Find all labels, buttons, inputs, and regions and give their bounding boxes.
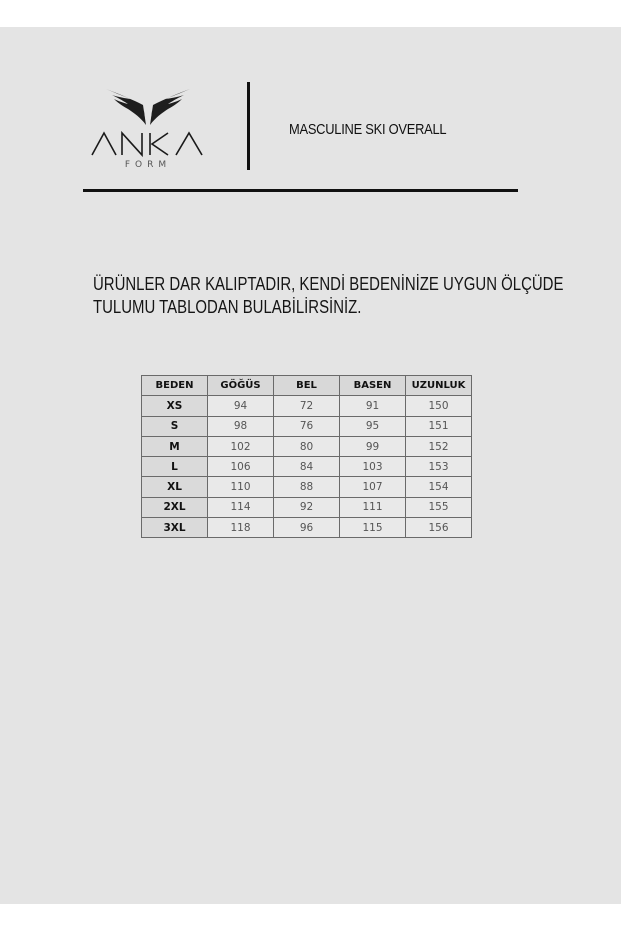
header-basen: BASEN — [340, 376, 406, 396]
length-value: 152 — [406, 436, 472, 456]
table-row — [142, 497, 472, 517]
waist-value: 72 — [274, 396, 340, 416]
fit-notice-line-1: ÜRÜNLER DAR KALIPTADIR, KENDİ BEDENİNİZE UYGUN ÖLÇÜDE — [93, 274, 564, 294]
hip-value: 95 — [340, 416, 406, 436]
waist-value: 84 — [274, 457, 340, 477]
length-value: 154 — [406, 477, 472, 497]
hip-value: 91 — [340, 396, 406, 416]
size-label: 3XL — [142, 518, 208, 538]
chest-value: 98 — [208, 416, 274, 436]
chest-value: 94 — [208, 396, 274, 416]
size-table — [141, 375, 472, 538]
header-bel: BEL — [274, 376, 340, 396]
size-label: XS — [142, 396, 208, 416]
header-beden: BEDEN — [142, 376, 208, 396]
table-row — [142, 396, 472, 416]
hip-value: 103 — [340, 457, 406, 477]
chest-value: 114 — [208, 497, 274, 517]
length-value: 155 — [406, 497, 472, 517]
chest-value: 110 — [208, 477, 274, 497]
hip-value: 115 — [340, 518, 406, 538]
length-value: 150 — [406, 396, 472, 416]
table-row — [142, 457, 472, 477]
brand-wordmark — [88, 129, 208, 159]
size-label: XL — [142, 477, 208, 497]
table-row — [142, 416, 472, 436]
fit-notice — [93, 273, 564, 319]
table-row — [142, 436, 472, 456]
waist-value: 76 — [274, 416, 340, 436]
header-gogus: GÖĞÜS — [208, 376, 274, 396]
brand-logo — [88, 85, 208, 175]
header-divider — [247, 82, 250, 170]
chest-value: 118 — [208, 518, 274, 538]
hip-value: 107 — [340, 477, 406, 497]
hip-value: 111 — [340, 497, 406, 517]
size-label: 2XL — [142, 497, 208, 517]
size-chart-sheet — [0, 27, 621, 904]
brand-subtitle: FORM — [124, 160, 172, 170]
header-uzunluk: UZUNLUK — [406, 376, 472, 396]
size-label: L — [142, 457, 208, 477]
table-row — [142, 477, 472, 497]
length-value: 156 — [406, 518, 472, 538]
wings-icon — [88, 85, 208, 129]
chest-value: 102 — [208, 436, 274, 456]
header-rule — [83, 189, 518, 192]
size-label: S — [142, 416, 208, 436]
hip-value: 99 — [340, 436, 406, 456]
chest-value: 106 — [208, 457, 274, 477]
waist-value: 96 — [274, 518, 340, 538]
waist-value: 80 — [274, 436, 340, 456]
product-title: MASCULINE SKI OVERALL — [289, 121, 447, 138]
waist-value: 92 — [274, 497, 340, 517]
size-table-header — [142, 376, 472, 396]
fit-notice-line-2: TULUMU TABLODAN BULABİLİRSİNİZ. — [93, 297, 362, 317]
size-label: M — [142, 436, 208, 456]
waist-value: 88 — [274, 477, 340, 497]
length-value: 153 — [406, 457, 472, 477]
table-row — [142, 518, 472, 538]
length-value: 151 — [406, 416, 472, 436]
